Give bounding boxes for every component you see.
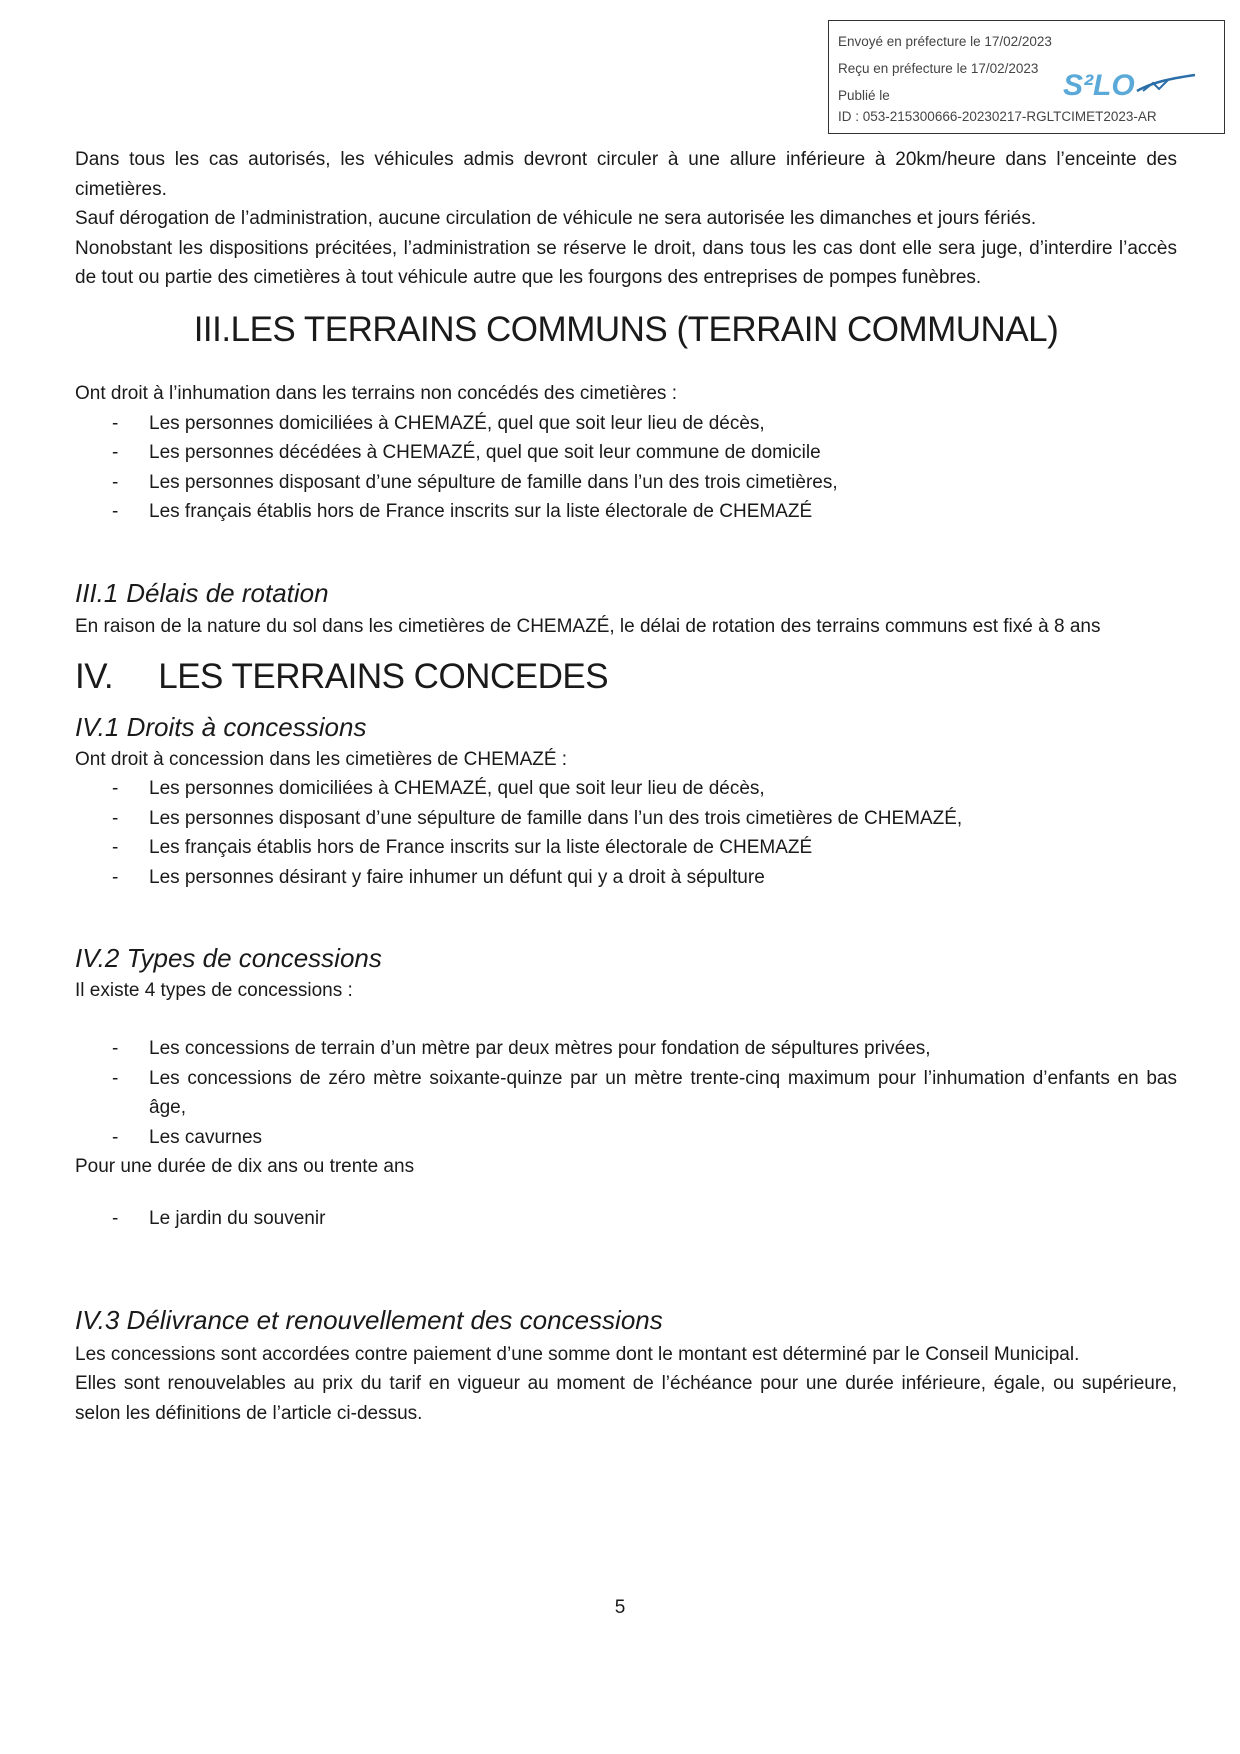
subsection-iv-2-list-2 bbox=[75, 1204, 1177, 1234]
subsection-iv-2-list bbox=[75, 1034, 1177, 1152]
section-iii-list bbox=[75, 409, 1177, 527]
stamp-published: Publié le bbox=[838, 88, 890, 103]
subsection-iv-1-intro: Ont droit à concession dans les cimetières de CHEMAZÉ : bbox=[75, 748, 568, 770]
subsection-iv-2-duration: Pour une durée de dix ans ou trente ans bbox=[75, 1156, 415, 1177]
svg-text:S²LO: S²LO bbox=[1063, 69, 1135, 102]
subsection-iii-1-text: En raison de la nature du sol dans les cimetières de CHEMAZÉ, le délai de rotation des terrains communs est fixé à 8 ans bbox=[75, 616, 1101, 637]
list-item: - Les personnes décédées à CHEMAZÉ, quel que soit leur commune de domicile bbox=[75, 438, 1177, 468]
list-item: - Les personnes disposant d’une sépulture de famille dans l’un des trois cimetières de CHEMAZÉ, bbox=[75, 804, 1177, 834]
document-body bbox=[75, 145, 1177, 1428]
subsection-iii-1-heading bbox=[75, 579, 1177, 609]
section-iii-title: III.LES TERRAINS COMMUNS (TERRAIN COMMUNAL) bbox=[193, 309, 1059, 349]
list-item: - Les personnes disposant d’une sépulture de famille dans l’un des trois cimetières, bbox=[75, 468, 1177, 498]
list-item: - Les personnes domiciliées à CHEMAZÉ, quel que soit leur lieu de décès, bbox=[75, 774, 1177, 804]
subsection-iv-2-intro: Il existe 4 types de concessions : bbox=[75, 979, 353, 1001]
subsection-iii-1-title: Délais de rotation bbox=[126, 577, 329, 608]
list-item: - Les français établis hors de France inscrits sur la liste électorale de CHEMAZÉ bbox=[75, 833, 1177, 863]
stamp-id: ID : 053-215300666-20230217-RGLTCIMET2023-AR bbox=[838, 109, 1157, 124]
subsection-iv-2-heading bbox=[75, 944, 1177, 974]
list-item: - Les français établis hors de France inscrits sur la liste électorale de CHEMAZÉ bbox=[75, 497, 1177, 527]
page-number: 5 bbox=[614, 1597, 626, 1618]
subsection-iv-3-heading bbox=[75, 1306, 1177, 1336]
subsection-iv-3-title: Délivrance et renouvellement des concessions bbox=[126, 1305, 663, 1335]
list-item: - Les cavurnes bbox=[75, 1123, 1177, 1153]
subsection-iv-3-text-2: Elles sont renouvelables au prix du tarif en vigueur au moment de l’échéance pour une durée inférieure, égale, ou supérieure, selon les définitions de l’article ci-dessus. bbox=[75, 1373, 1177, 1424]
paragraph-vehicle-restriction: Nonobstant les dispositions précitées, l’administration se réserve le droit, dans tous les cas dont elle sera juge, d’interdire l’accès de tout ou partie des cimetières à tout véhicule autre que les fourgons des entreprises de pompes funèbres. bbox=[75, 237, 1177, 288]
section-iii-intro: Ont droit à l’inhumation dans les terrains non concédés des cimetières : bbox=[75, 383, 677, 404]
paragraph-vehicle-speed: Dans tous les cas autorisés, les véhicules admis devront circuler à une allure inférieure à 20km/heure dans l’enceinte des cimetières. bbox=[75, 149, 1177, 200]
stamp-sent-date: Envoyé en préfecture le 17/02/2023 bbox=[838, 34, 1052, 49]
subsection-iv-1-heading bbox=[75, 713, 1177, 743]
subsection-iv-1-list bbox=[75, 774, 1177, 892]
subsection-iv-3-number: IV.3 bbox=[75, 1305, 120, 1335]
section-iv-heading bbox=[75, 656, 1177, 696]
subsection-iv-2-title: Types de concessions bbox=[126, 943, 382, 973]
list-item: - Les concessions de terrain d’un mètre par deux mètres pour fondation de sépultures privées, bbox=[75, 1034, 1177, 1064]
s2lo-logo bbox=[1059, 61, 1199, 105]
list-item: - Les concessions de zéro mètre soixante-quinze par un mètre trente-cinq maximum pour l’inhumation d’enfants en bas âge, bbox=[75, 1064, 1177, 1123]
subsection-iv-1-title: Droits à concessions bbox=[126, 712, 367, 742]
subsection-iv-1-number: IV.1 bbox=[75, 712, 120, 742]
list-item: - Le jardin du souvenir bbox=[75, 1204, 1177, 1234]
subsection-iii-1-number: III.1 bbox=[75, 577, 119, 608]
section-iv-title: LES TERRAINS CONCEDES bbox=[158, 656, 609, 696]
list-item: - Les personnes désirant y faire inhumer un défunt qui y a droit à sépulture bbox=[75, 863, 1177, 893]
section-iv-number: IV. bbox=[75, 656, 114, 696]
stamp-received-date: Reçu en préfecture le 17/02/2023 bbox=[838, 61, 1039, 76]
list-item: - Les personnes domiciliées à CHEMAZÉ, quel que soit leur lieu de décès, bbox=[75, 409, 1177, 439]
paragraph-vehicle-sundays: Sauf dérogation de l’administration, aucune circulation de véhicule ne sera autorisée les dimanches et jours fériés. bbox=[75, 208, 1037, 229]
subsection-iv-3-text-1: Les concessions sont accordées contre paiement d’une somme dont le montant est déterminé par le Conseil Municipal. bbox=[75, 1343, 1080, 1365]
prefecture-stamp bbox=[828, 20, 1225, 134]
subsection-iv-2-number: IV.2 bbox=[75, 943, 120, 973]
